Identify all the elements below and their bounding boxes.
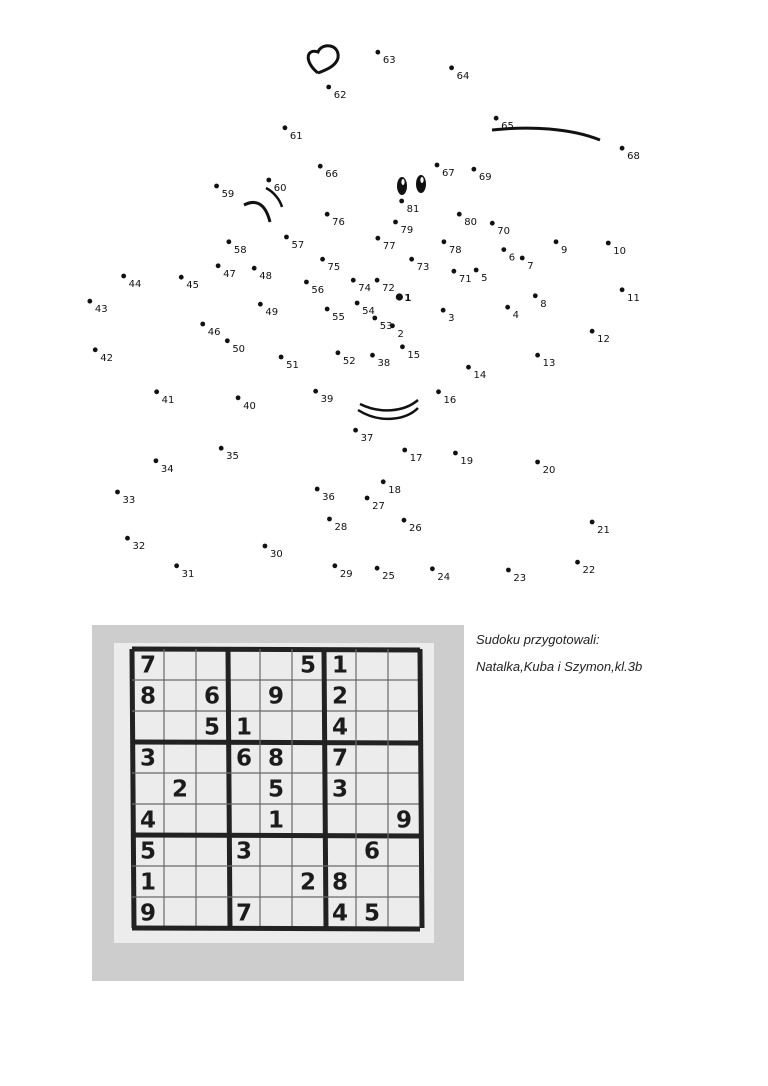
- dot: [471, 167, 476, 172]
- dot-number: 25: [382, 571, 395, 583]
- sudoku-photo: [92, 625, 464, 981]
- dot: [449, 65, 454, 70]
- dot-number: 17: [409, 453, 423, 464]
- dot-number: 67: [441, 168, 455, 179]
- dot-number: 77: [382, 241, 396, 253]
- dot-number: 59: [221, 189, 235, 200]
- dot: [533, 293, 538, 298]
- dot: [606, 241, 611, 246]
- dot-number: 60: [273, 183, 287, 194]
- dot: [325, 307, 330, 312]
- dot: [590, 520, 595, 525]
- dot-number: 66: [325, 169, 338, 181]
- dot-number: 79: [400, 225, 414, 236]
- dot-number: 34: [160, 463, 174, 475]
- dot-number: 49: [265, 307, 279, 319]
- dot-number: 1: [404, 293, 412, 304]
- dot-number: 54: [362, 306, 375, 317]
- dot: [554, 239, 559, 244]
- sudoku-digit: 4: [331, 900, 349, 927]
- dot: [214, 184, 219, 189]
- dot-number: 81: [406, 204, 420, 215]
- dot: [490, 221, 495, 226]
- heart-doodle: [308, 46, 338, 73]
- dot: [466, 365, 471, 370]
- sudoku-digit: 6: [363, 838, 381, 865]
- sudoku-digit: 8: [267, 745, 285, 772]
- dot-number: 57: [291, 240, 305, 251]
- dot: [620, 146, 625, 151]
- sudoku-digit: 3: [139, 745, 157, 772]
- dot-number: 47: [223, 268, 236, 280]
- dot: [501, 247, 506, 252]
- sudoku-digit: 9: [267, 683, 285, 710]
- box-border-vertical: [228, 649, 230, 928]
- sudoku-digit: 4: [331, 714, 349, 741]
- dot: [174, 563, 179, 568]
- dot: [506, 568, 511, 573]
- box-border-horizontal: [132, 928, 420, 929]
- dot: [474, 268, 479, 273]
- dot-number: 27: [372, 501, 385, 512]
- sudoku-digit: 9: [395, 807, 413, 834]
- dot: [279, 355, 284, 360]
- dot: [442, 239, 447, 244]
- dot: [125, 536, 130, 541]
- dot-number: 38: [377, 358, 391, 370]
- dot: [494, 116, 499, 121]
- dot: [304, 280, 309, 285]
- dot: [236, 395, 241, 400]
- dot: [154, 458, 159, 463]
- sudoku-digit: 2: [299, 869, 317, 896]
- sudoku-digit: 5: [203, 714, 221, 741]
- dot-number: 16: [443, 394, 457, 406]
- dot: [409, 257, 414, 262]
- box-border-vertical: [420, 649, 422, 928]
- dot-number: 26: [408, 523, 422, 535]
- dot: [620, 287, 625, 292]
- dot: [370, 353, 375, 358]
- dot-number: 31: [181, 568, 195, 580]
- dot-number: 7: [527, 261, 534, 272]
- sudoku-digit: 1: [331, 652, 349, 679]
- dot-number: 76: [332, 217, 345, 229]
- dot: [393, 220, 398, 225]
- sudoku-digit: 5: [299, 652, 317, 679]
- sudoku-digit: 2: [171, 776, 189, 803]
- dot-number: 42: [100, 352, 113, 364]
- dot-number: 18: [388, 484, 401, 496]
- dot: [365, 496, 370, 501]
- dot-number: 29: [339, 568, 353, 580]
- dot-number: 70: [497, 226, 511, 238]
- sudoku-digit: 7: [235, 900, 253, 927]
- dot-number: 33: [122, 495, 136, 506]
- dot: [400, 344, 405, 349]
- dot: [355, 301, 360, 306]
- dot-number: 56: [311, 285, 325, 296]
- dot-number: 9: [561, 244, 568, 256]
- dot-number: 21: [597, 525, 610, 536]
- dot: [402, 518, 407, 523]
- sudoku-digit: 5: [139, 838, 157, 865]
- dot: [375, 236, 380, 241]
- credits: [476, 632, 756, 686]
- dot-number: 20: [542, 465, 556, 476]
- dot: [93, 347, 98, 352]
- dot-number: 12: [597, 334, 610, 346]
- dot: [451, 269, 456, 274]
- eye-right-shine: [420, 177, 423, 183]
- dot-number: 69: [478, 172, 492, 184]
- sudoku-grid: [92, 625, 464, 981]
- dot: [225, 338, 230, 343]
- sudoku-digit: 1: [139, 869, 157, 896]
- credits-title: Sudoku przygotowali:: [476, 632, 600, 647]
- dot-number: 80: [464, 217, 477, 229]
- dot-number: 65: [501, 121, 514, 133]
- dot: [375, 566, 380, 571]
- credits-authors: Natalka,Kuba i Szymon,kl.3b: [476, 659, 643, 674]
- dot: [315, 487, 320, 492]
- dot-number: 30: [269, 549, 283, 560]
- dot-number: 45: [186, 280, 199, 292]
- dot: [435, 163, 440, 168]
- dot-number: 23: [513, 573, 527, 584]
- dot-number: 62: [333, 90, 347, 101]
- dot-number: 14: [473, 370, 487, 382]
- sudoku-digit: 8: [139, 683, 157, 710]
- dot-number: 75: [327, 262, 341, 274]
- dot: [87, 299, 92, 304]
- dot-number: 55: [332, 312, 345, 323]
- dot: [200, 322, 205, 327]
- sudoku-digit: 3: [331, 776, 349, 803]
- dot-number: 5: [481, 273, 488, 284]
- dot-number: 46: [207, 327, 221, 338]
- dot: [326, 85, 331, 90]
- smile-stroke-1: [360, 400, 418, 410]
- dot-number: 39: [320, 394, 334, 406]
- box-border-vertical: [132, 649, 134, 928]
- dot: [399, 199, 404, 204]
- dot-number: 61: [289, 130, 303, 142]
- dot: [313, 389, 318, 394]
- dot-number: 24: [437, 571, 451, 583]
- dot-number: 11: [627, 292, 640, 304]
- dot-number: 41: [161, 394, 175, 406]
- dot-number: 40: [243, 400, 256, 412]
- dot-number: 22: [582, 565, 596, 577]
- dot-number: 51: [286, 360, 299, 371]
- dot-number: 19: [460, 456, 474, 467]
- dot: [179, 275, 184, 280]
- dot-number: 15: [407, 349, 421, 361]
- box-border-vertical: [324, 649, 326, 928]
- dot-number: 48: [259, 271, 272, 283]
- dot-number: 73: [416, 262, 430, 274]
- dot: [351, 278, 356, 283]
- dot: [336, 350, 341, 355]
- dot-number: 6: [508, 252, 516, 264]
- sudoku-digit: 4: [139, 807, 157, 834]
- sudoku-digit: 5: [363, 900, 381, 927]
- dot: [535, 353, 540, 358]
- dot-number: 53: [379, 321, 393, 332]
- dot-number: 13: [542, 358, 556, 370]
- dot-number: 32: [132, 541, 146, 553]
- dot: [505, 305, 510, 310]
- dot: [520, 256, 525, 261]
- dot-number: 44: [128, 279, 142, 290]
- dot: [381, 479, 386, 484]
- dot: [216, 263, 221, 268]
- sudoku-digit: 1: [235, 714, 253, 741]
- dot-number: 4: [512, 310, 520, 322]
- dot: [375, 278, 380, 283]
- dot: [430, 566, 435, 571]
- dot-number: 36: [322, 492, 335, 503]
- dot: [115, 490, 120, 495]
- dot: [396, 293, 403, 300]
- sudoku-digit: 8: [331, 869, 349, 896]
- dot: [332, 563, 337, 568]
- dot-number: 58: [233, 244, 247, 256]
- dot-number: 72: [382, 283, 395, 295]
- dot-number: 68: [627, 151, 640, 163]
- dot: [318, 164, 323, 169]
- dot: [535, 460, 540, 465]
- dot: [575, 560, 580, 565]
- dot-number: 63: [382, 55, 396, 67]
- dot-number: 3: [448, 313, 455, 325]
- dot-number: 71: [458, 274, 472, 286]
- sudoku-digit: 3: [235, 838, 253, 865]
- dot: [327, 517, 332, 522]
- dot-number: 50: [232, 343, 246, 355]
- sudoku-digit: 6: [203, 683, 221, 710]
- dot: [325, 212, 330, 217]
- dot: [283, 125, 288, 130]
- box-border-horizontal: [132, 742, 420, 743]
- dot-number: 78: [448, 244, 462, 256]
- dot-number: 2: [397, 328, 404, 340]
- sudoku-digit: 2: [331, 683, 349, 710]
- dot: [263, 544, 268, 549]
- dot: [219, 446, 224, 451]
- dot: [320, 257, 325, 262]
- sudoku-digit: 5: [267, 776, 285, 803]
- dot-number: 35: [226, 451, 239, 463]
- dot: [353, 428, 358, 433]
- dot: [121, 274, 126, 279]
- dot: [284, 235, 289, 240]
- dot: [258, 302, 263, 307]
- dot: [266, 178, 271, 183]
- dot: [402, 448, 407, 453]
- dot: [453, 451, 458, 456]
- dot: [590, 329, 595, 334]
- sudoku-digit: 7: [331, 745, 349, 772]
- dot-number: 10: [613, 246, 626, 257]
- dot: [441, 308, 446, 313]
- brow-stroke-1: [244, 202, 270, 222]
- antenna-line: [492, 128, 600, 140]
- box-border-horizontal: [132, 835, 420, 836]
- sudoku-digit: 7: [139, 652, 157, 679]
- dot-number: 8: [540, 298, 547, 310]
- dot: [375, 50, 380, 55]
- sudoku-digit: 1: [267, 807, 285, 834]
- dot: [154, 389, 159, 394]
- eye-left-shine: [401, 179, 404, 185]
- sudoku-digit: 9: [139, 900, 157, 927]
- dot-number: 37: [360, 433, 374, 445]
- box-border-horizontal: [132, 649, 420, 650]
- dot: [436, 389, 441, 394]
- dot: [252, 266, 257, 271]
- dot: [457, 212, 462, 217]
- dot-number: 43: [94, 304, 108, 316]
- dot-number: 64: [456, 70, 470, 82]
- dot: [226, 239, 231, 244]
- dot-number: 52: [342, 355, 356, 367]
- sudoku-digit: 6: [235, 745, 253, 772]
- dot-number: 74: [358, 283, 372, 295]
- dot-number: 28: [334, 522, 348, 533]
